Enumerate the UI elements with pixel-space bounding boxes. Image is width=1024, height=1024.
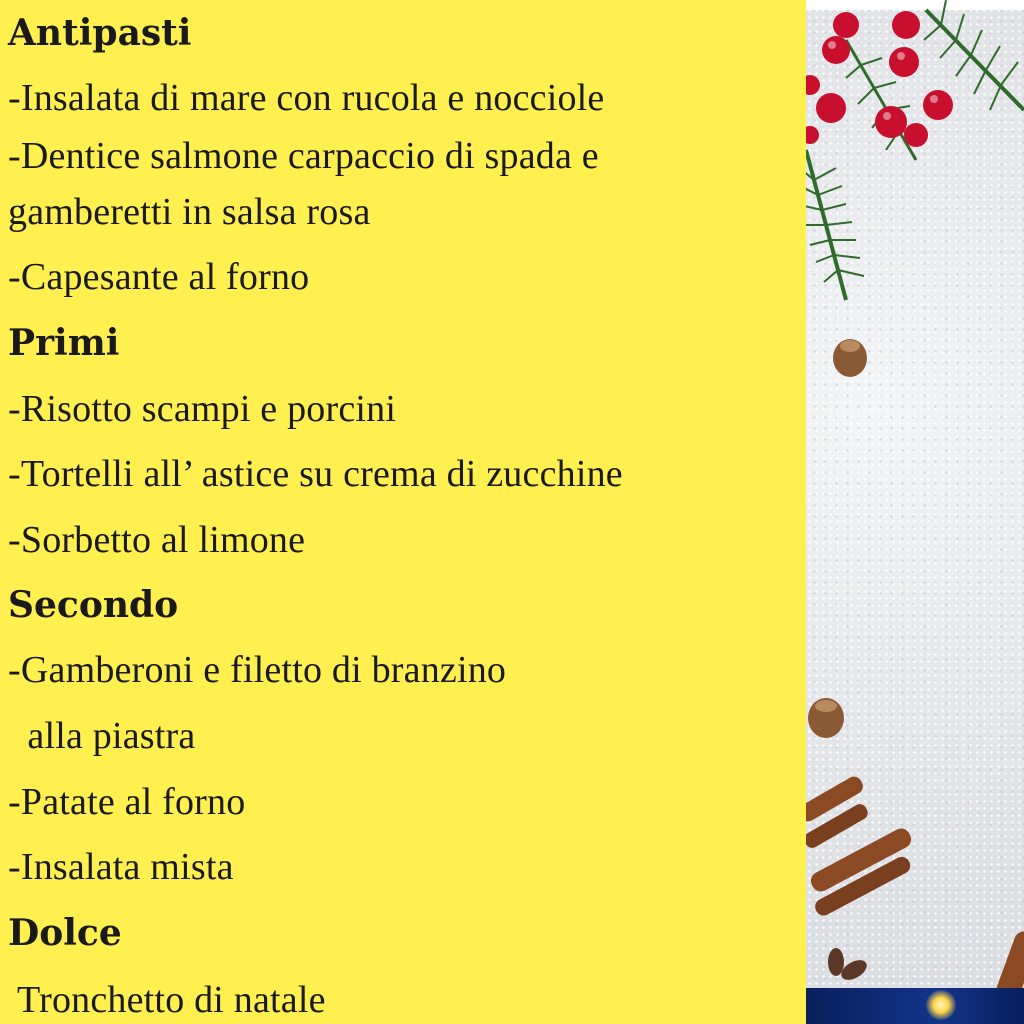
hazelnut-icon [808,339,867,738]
menu-item: -Dentice salmone carpaccio di spada e [8,135,599,177]
star-anise-icon [828,948,870,984]
menu-item: -Sorbetto al limone [8,519,306,561]
menu-item: alla piastra [8,715,196,757]
menu-item: gamberetti in salsa rosa [8,191,371,233]
menu-item: Tronchetto di natale [8,979,326,1021]
menu-item: -Tortelli all’ astice su crema di zucchine [8,453,623,495]
menu-item: -Insalata mista [8,846,234,888]
section-heading-antipasti: Antipasti [8,12,192,54]
menu-item: -Risotto scampi e porcini [8,388,397,430]
decoration-illustration [806,0,1024,1024]
christmas-decoration-photo [806,0,1024,1024]
cinnamon-sticks-icon [806,774,1024,1022]
section-heading-dolce: Dolce [8,912,122,954]
section-heading-secondo: Secondo [8,584,179,626]
photo-bottom-band [806,988,1024,1024]
menu-item: -Insalata di mare con rucola e nocciole [8,77,605,119]
menu-item: -Gamberoni e filetto di branzino [8,649,507,691]
menu-item: -Capesante al forno [8,256,310,298]
menu-item: -Patate al forno [8,781,246,823]
red-berries-icon [806,11,953,147]
star-light-icon [926,990,956,1020]
section-heading-primi: Primi [8,322,120,364]
